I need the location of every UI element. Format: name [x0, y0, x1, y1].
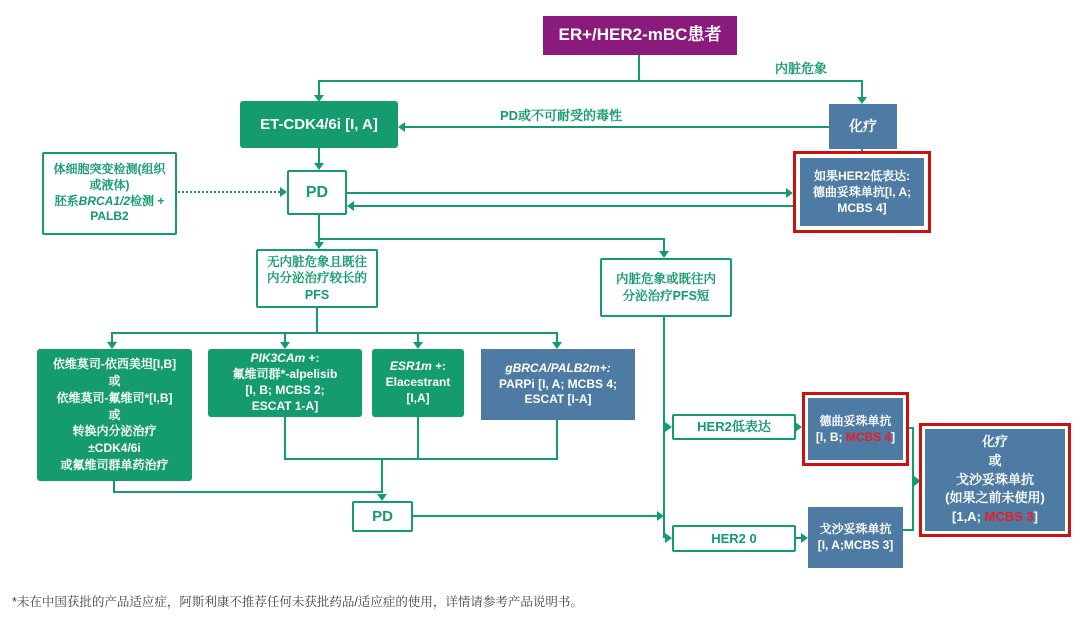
arrowhead: [377, 494, 387, 501]
line: Elacestrant: [385, 375, 451, 390]
connector: [318, 238, 665, 240]
connector: [316, 308, 318, 333]
line: 或: [108, 407, 121, 422]
her2-0-box: [672, 525, 796, 552]
et-cdk46i-label: ET-CDK4/6i [I, A]: [260, 115, 378, 133]
line: 内脏危象或既往内: [615, 272, 716, 286]
final-option-frame: [919, 423, 1071, 537]
line: 依维莫司-依西美坦[I,B]: [52, 357, 177, 372]
line: ESCAT [I-A]: [524, 392, 592, 407]
connector: [284, 417, 286, 459]
connector: [556, 420, 558, 459]
connector: [638, 55, 640, 81]
connector: [318, 80, 320, 95]
line: [I, B; MCBS 2;: [245, 383, 325, 397]
no-visceral-crisis-box: [256, 249, 378, 308]
line: [I, A;MCBS 3]: [817, 537, 894, 552]
arrowhead: [665, 533, 672, 543]
arrowhead: [398, 122, 405, 132]
everolimus-options-box: [37, 349, 192, 481]
connector: [354, 205, 793, 207]
esr1m-box: [372, 349, 464, 417]
arrowhead: [665, 422, 672, 432]
patient-box: [543, 16, 737, 55]
her2-0-label: HER2 0: [711, 530, 757, 546]
arrowhead: [280, 187, 287, 197]
patient-label: ER+/HER2-mBC患者: [558, 25, 722, 45]
her2low-tdxd-first-line-box: [800, 158, 924, 226]
her2-low-label: HER2低表达: [697, 419, 771, 435]
connector: [903, 529, 914, 531]
tdxd-box: [808, 398, 903, 460]
gbrca-palb2m-box: [481, 349, 635, 420]
connector: [663, 238, 665, 252]
connector: [113, 491, 383, 493]
chemo-label: 化疗: [849, 118, 877, 135]
arrowhead: [314, 242, 324, 249]
line: 或: [988, 452, 1002, 468]
line: [I,A]: [406, 390, 430, 405]
footnote: *未在中国获批的产品适应症，阿斯利康不推荐任何未获批药品/适应症的使用，详情请参考产品说明书。: [12, 595, 583, 609]
line: 德曲妥珠单抗: [819, 413, 892, 428]
line: 化疗: [981, 433, 1008, 449]
line: PIK3CAm +:: [250, 351, 320, 366]
her2low-tdxd-first-line-frame: [793, 151, 931, 233]
connector: [404, 126, 829, 128]
line: 氟维司群*-alpelisib: [232, 367, 338, 382]
line: (如果之前未使用): [945, 490, 1045, 506]
her2-low-box: [672, 414, 796, 440]
connector: [318, 148, 320, 164]
connector: [347, 192, 787, 194]
pik3cam-box: [208, 349, 362, 417]
line: 或氟维司群单药治疗: [60, 457, 169, 472]
connector: [381, 458, 383, 492]
arrowhead: [786, 188, 793, 198]
line: 胚系BRCA1/2检测 +: [54, 193, 165, 208]
line: ESCAT 1-A]: [251, 398, 319, 413]
connector: [413, 515, 658, 517]
dotted-connector: [178, 191, 280, 193]
arrowhead: [314, 163, 324, 170]
mutation-testing-box: [42, 152, 177, 235]
arrowhead: [413, 342, 423, 349]
arrowhead: [857, 97, 867, 104]
line: [1,A; MCBS 3]: [952, 509, 1038, 525]
line: 戈沙妥珠单抗: [955, 471, 1034, 487]
connector: [284, 458, 558, 460]
pd-toxicity-label: PD或不可耐受的毒性: [500, 108, 623, 123]
line: 戈沙妥珠单抗: [819, 521, 892, 536]
arrowhead: [107, 342, 117, 349]
line: 如果HER2低表达:: [813, 168, 910, 183]
line: PARPi [I, A; MCBS 4;: [498, 376, 617, 391]
line: 分泌治疗PFS短: [622, 288, 710, 303]
line: 德曲妥珠单抗[I, A;: [812, 184, 912, 199]
line: 无内脏危象且既往: [266, 254, 367, 269]
pd-label: PD: [305, 183, 329, 201]
arrowhead: [795, 422, 802, 432]
line: 或: [108, 374, 121, 388]
line: ±CDK4/6i: [88, 441, 141, 456]
visceral-crisis-box: [600, 258, 732, 317]
arrowhead: [280, 342, 290, 349]
line: PALB2: [90, 209, 129, 224]
et-cdk46i-box: [240, 101, 398, 148]
line: ESR1m +:: [389, 359, 447, 374]
pd-label: PD: [372, 507, 393, 525]
line: MCBS 4]: [837, 201, 887, 216]
chemo-box: [829, 104, 897, 149]
arrowhead: [659, 251, 669, 258]
arrowhead: [552, 342, 562, 349]
visceral-crisis-label: 内脏危象: [775, 61, 828, 76]
line: 转换内分泌治疗: [72, 424, 157, 439]
final-option-box: [925, 429, 1065, 531]
pd-box-1: [287, 170, 347, 215]
line: [I, B; MCBS 4]: [815, 430, 896, 444]
pd-box-2: [352, 501, 413, 532]
tdxd-frame: [802, 392, 909, 466]
line: 内分泌治疗较长的: [266, 271, 367, 286]
arrowhead: [347, 201, 354, 211]
line: 依维莫司-氟维司*[I,B]: [56, 390, 173, 405]
line: PFS: [304, 287, 330, 302]
connector: [861, 80, 863, 98]
sacituzumab-box: [808, 507, 903, 568]
connector: [417, 417, 419, 459]
connector: [111, 332, 558, 334]
line: 体细胞突变检测(组织: [53, 161, 166, 176]
line: 或液体): [89, 177, 130, 192]
arrowhead: [801, 533, 808, 543]
connector: [318, 80, 863, 82]
line: gBRCA/PALB2m+:: [505, 360, 611, 375]
